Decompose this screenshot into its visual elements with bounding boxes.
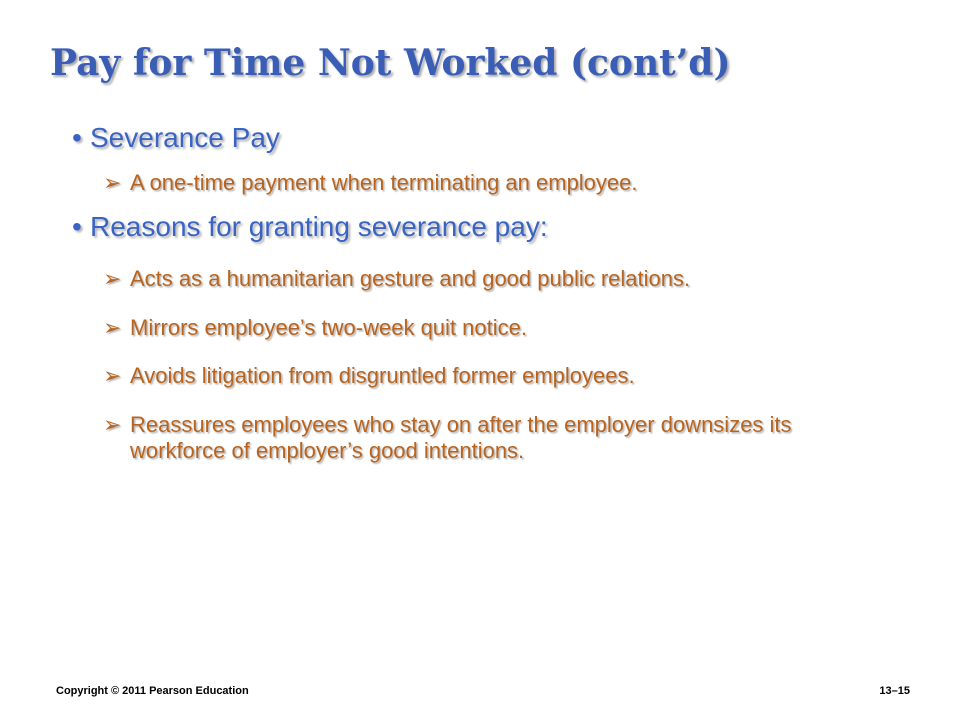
sub-bullet-text: A one-time payment when terminating an employee.	[130, 170, 638, 195]
sub-bullet-item	[103, 412, 830, 464]
arrow-bullet-icon: ➢	[103, 315, 122, 340]
arrow-bullet-icon: ➢	[103, 266, 122, 291]
arrow-bullet-icon: ➢	[103, 363, 122, 388]
sub-bullet-text: Avoids litigation from disgruntled former employees.	[130, 363, 635, 388]
sub-bullet-text: Mirrors employee’s two-week quit notice.	[130, 315, 527, 340]
copyright-notice: Copyright © 2011 Pearson Education	[56, 685, 249, 697]
arrow-bullet-icon: ➢	[103, 170, 122, 195]
sub-bullet-item	[103, 363, 830, 389]
sub-bullet-text: Acts as a humanitarian gesture and good public relations.	[130, 266, 691, 291]
bullet-severance-pay	[72, 122, 280, 154]
bullet-reasons	[72, 211, 548, 243]
sub-bullet-text: Reassures employees who stay on after the employer downsizes its workforce of employer’s good intentions.	[130, 412, 792, 463]
bullet-icon: •	[72, 211, 82, 242]
bullet-heading: Reasons for granting severance pay:	[90, 211, 548, 242]
arrow-bullet-icon: ➢	[103, 412, 122, 437]
page-number: 13–15	[879, 685, 910, 697]
bullet-heading: Severance Pay	[90, 122, 280, 153]
sub-bullet-item	[103, 170, 830, 196]
sub-bullet-item	[103, 315, 830, 341]
bullet-icon: •	[72, 122, 82, 153]
slide-title: Pay for Time Not Worked (cont’d)	[50, 42, 731, 84]
sub-bullet-item	[103, 266, 830, 292]
